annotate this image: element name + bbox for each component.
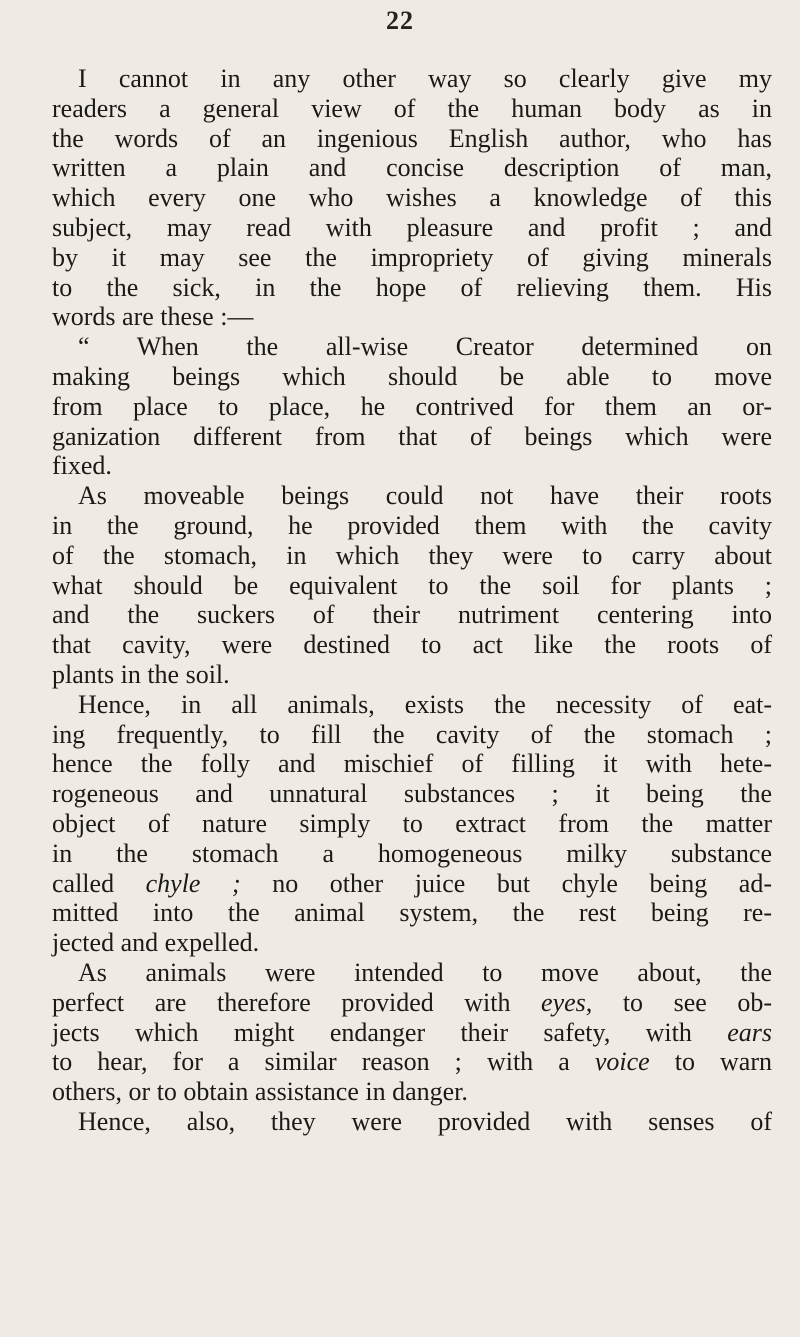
text-line: hence the folly and mischief of filling it with hete-	[52, 749, 772, 779]
text-line: jects which might endanger their safety, with ears	[52, 1017, 772, 1047]
text-line: in the stomach a homogeneous milky substance	[52, 838, 772, 868]
text-line: called chyle ; no other juice but chyle being ad-	[52, 868, 772, 898]
text-line: Hence, also, they were provided with senses of	[78, 1106, 772, 1136]
text-line: I cannot in any other way so clearly give my	[78, 64, 772, 93]
text-line: making beings which should be able to move	[52, 361, 772, 391]
text-line: words are these :—	[52, 302, 254, 332]
text-line: subject, may read with pleasure and profit ; and	[52, 212, 772, 242]
text-line: “ When the all-wise Creator determined on	[78, 332, 772, 362]
text-line: which every one who wishes a knowledge of this	[52, 183, 772, 213]
text-line: the words of an ingenious English author, who has	[52, 123, 772, 153]
text-line: others, or to obtain assistance in danger.	[52, 1077, 468, 1107]
text-line: rogeneous and unnatural substances ; it being the	[52, 779, 772, 809]
body-text	[52, 64, 772, 1137]
text-line: object of nature simply to extract from the matter	[52, 808, 772, 838]
text-line: from place to place, he contrived for them an or-	[52, 391, 772, 421]
text-line: mitted into the animal system, the rest being re-	[52, 898, 772, 928]
text-line: to the sick, in the hope of relieving them. His	[52, 272, 772, 302]
text-line: As moveable beings could not have their roots	[78, 481, 772, 511]
text-line: Hence, in all animals, exists the necessity of eat-	[78, 689, 772, 719]
text-line: that cavity, were destined to act like the roots of	[52, 630, 772, 660]
text-line: jected and expelled.	[52, 928, 260, 958]
text-line: of the stomach, in which they were to carry about	[52, 540, 772, 570]
page-number: 22	[386, 6, 414, 35]
text-line: ing frequently, to fill the cavity of the stomach ;	[52, 719, 772, 749]
text-line: what should be equivalent to the soil for plants ;	[52, 570, 772, 600]
text-line: ganization different from that of beings which were	[52, 421, 772, 451]
text-line: fixed.	[52, 451, 112, 481]
text-line: to hear, for a similar reason ; with a voice to warn	[52, 1047, 772, 1077]
text-line: written a plain and concise description of man,	[52, 153, 772, 183]
text-line: perfect are therefore provided with eyes, to see ob-	[52, 987, 772, 1017]
text-line: in the ground, he provided them with the cavity	[52, 510, 772, 540]
text-line: As animals were intended to move about, the	[78, 957, 772, 987]
text-line: plants in the soil.	[52, 659, 230, 689]
text-line: readers a general view of the human body as in	[52, 93, 772, 123]
text-line: and the suckers of their nutriment centering into	[52, 600, 772, 630]
text-line: by it may see the impropriety of giving minerals	[52, 242, 772, 272]
